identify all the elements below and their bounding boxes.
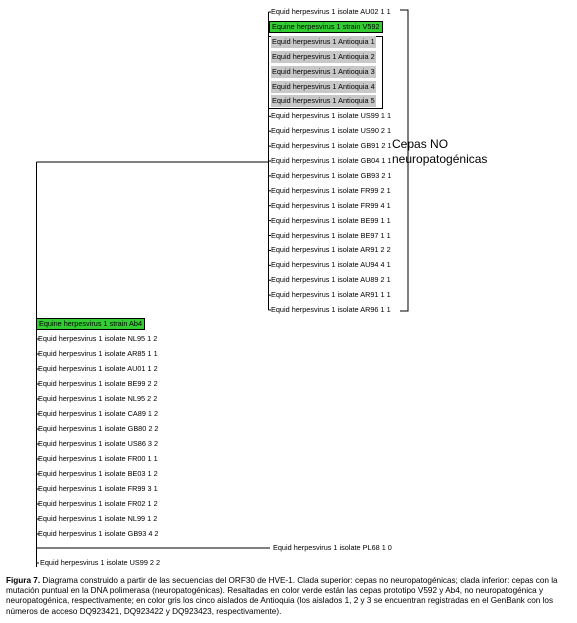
leaf-label: Equid herpesvirus 1 isolate CA89 1 2 [38, 409, 159, 418]
leaf-label: Equid herpesvirus 1 isolate AU02 1 1 [271, 7, 391, 16]
leaf-label: Equid herpesvirus 1 isolate GB93 2 1 [271, 170, 392, 180]
outlier-leaf-label: Equid herpesvirus 1 isolate PL68 1 0 [273, 543, 392, 552]
leaf-label: Equid herpesvirus 1 isolate GB80 2 2 [38, 424, 159, 433]
leaf-label: Equid herpesvirus 1 isolate US86 3 2 [38, 439, 159, 448]
prototype-strain-label: Equine herpesvirus 1 strain V592 [269, 21, 383, 33]
leaf-label: Equid herpesvirus 1 isolate FR99 2 1 [271, 185, 391, 195]
leaf-label: Equid herpesvirus 1 isolate FR99 4 1 [271, 200, 391, 210]
leaf-label: Equid herpesvirus 1 isolate AR85 1 1 [38, 349, 158, 358]
leaf-label: Equid herpesvirus 1 isolate GB91 2 1 [271, 141, 392, 151]
leaf-label: Equid herpesvirus 1 isolate BE03 1 2 [38, 469, 158, 478]
leaf-label: Equid herpesvirus 1 isolate AR91 2 2 [271, 245, 391, 255]
antioquia-isolate-label: Equid herpesvirus 1 Antioquia 3 [272, 66, 375, 76]
leaf-label: Equid herpesvirus 1 isolate FR99 3 1 [38, 484, 158, 493]
antioquia-isolate-label: Equid herpesvirus 1 Antioquia 5 [272, 96, 375, 106]
antioquia-isolate-label: Equid herpesvirus 1 Antioquia 2 [272, 51, 375, 61]
leaf-label: Equid herpesvirus 1 isolate AU89 2 1 [271, 275, 391, 285]
figure-caption [6, 576, 572, 617]
bracket-label-line1: Cepas NO [392, 137, 449, 151]
bracket-label-line2: neuropatogénicas [392, 152, 488, 166]
leaf-label: Equid herpesvirus 1 isolate NL99 1 2 [38, 514, 158, 523]
last-leaf-label: Equid herpesvirus 1 isolate US99 2 2 [40, 558, 161, 567]
leaf-label: Equid herpesvirus 1 isolate AU01 1 2 [38, 364, 158, 373]
leaf-label: Equid herpesvirus 1 isolate BE97 1 1 [271, 230, 391, 240]
figure-caption-text: Diagrama construido a partir de las secuencias del ORF30 de HVE-1. Clada superior: cepas no neuropatogénicas; clada inferior: cepas con la mutación puntual en la DNA polimerasa (neuropatogénicas). Resaltadas en color verde están las cepas prototipo V592 y Ab4, no neuropatogénica y neuropatogénica, respectivamente; en color gris los cinco aislados de Antioquia (los aislados 1, 2 y 3 se encuentran registradas en el GenBank con los números de acceso DQ923421, DQ923422 y DQ923423, respectivamente). [6, 576, 558, 616]
leaf-label: Equid herpesvirus 1 isolate AR96 1 1 [271, 305, 391, 314]
antioquia-isolate-label: Equid herpesvirus 1 Antioquia 1 [272, 36, 375, 46]
leaf-label: Equid herpesvirus 1 isolate FR02 1 2 [38, 499, 158, 508]
leaf-label: Equid herpesvirus 1 isolate AU94 4 1 [271, 260, 391, 270]
prototype-strain-label: Equine herpesvirus 1 strain Ab4 [36, 318, 145, 330]
leaf-label: Equid herpesvirus 1 isolate GB93 4 2 [38, 529, 159, 538]
leaf-label: Equid herpesvirus 1 isolate GB04 1 1 [271, 156, 392, 165]
leaf-label: Equid herpesvirus 1 isolate NL95 2 2 [38, 394, 158, 403]
leaf-label: Equid herpesvirus 1 isolate NL95 1 2 [38, 334, 158, 343]
leaf-label: Equid herpesvirus 1 isolate BE99 2 2 [38, 379, 158, 388]
figure-label: Figura 7. [6, 576, 41, 585]
leaf-label: Equid herpesvirus 1 isolate BE99 1 1 [271, 215, 391, 225]
leaf-label: Equid herpesvirus 1 isolate AR91 1 1 [271, 290, 391, 300]
leaf-label: Equid herpesvirus 1 isolate US90 2 1 [271, 126, 392, 136]
leaf-label: Equid herpesvirus 1 isolate US99 1 1 [271, 111, 392, 121]
leaf-label: Equid herpesvirus 1 isolate FR00 1 1 [38, 454, 158, 463]
bracket-label [392, 137, 487, 167]
antioquia-isolate-label: Equid herpesvirus 1 Antioquia 4 [272, 81, 375, 91]
